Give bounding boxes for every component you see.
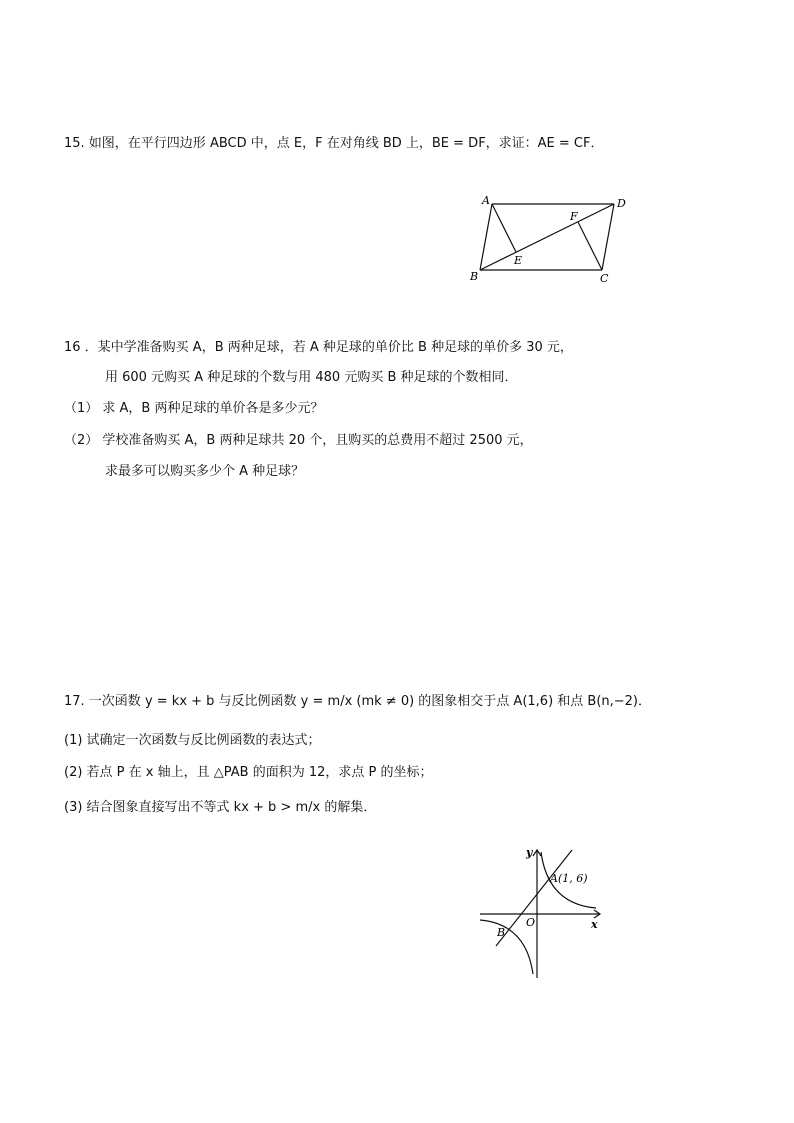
label-f: F [570, 210, 578, 223]
x-axis-label: x [591, 918, 598, 931]
q16-line2: 用 600 元购买 A 种足球的个数与用 480 元购买 B 种足球的个数相同． [105, 370, 518, 385]
segment-ae [492, 204, 516, 252]
q15-text: 15. 如图，在平行四边形 ABCD 中，点 E，F 在对角线 BD 上，BE = DF，求证：AE = CF． [64, 136, 604, 151]
segment-cf [578, 222, 602, 270]
diagonal-bd [480, 204, 614, 270]
label-d: D [617, 197, 626, 210]
q17-sub1: (1) 试确定一次函数与反比例函数的表达式； [64, 733, 321, 748]
label-a: A [482, 194, 490, 207]
side-dc [602, 204, 614, 270]
label-b: B [470, 270, 479, 283]
q16-sub2: （2） 学校准备购买 A，B 两种足球共 20 个，且购买的总费用不超过 2500 元， [64, 433, 533, 448]
origin-label: O [526, 916, 536, 929]
label-c: C [600, 272, 609, 285]
q17-sub3: (3) 结合图象直接写出不等式 kx + b > m/x 的解集． [64, 800, 377, 815]
q16-line1: 16 ．某中学准备购买 A，B 两种足球，若 A 种足球的单价比 B 种足球的单价多 30 元， [64, 340, 573, 355]
point-a-label: A(1, 6) [550, 872, 588, 885]
q17-sub2: (2) 若点 P 在 x 轴上，且 △PAB 的面积为 12，求点 P 的坐标； [64, 765, 433, 780]
function-graph [474, 842, 614, 982]
q16-sub1: （1） 求 A，B 两种足球的单价各是多少元？ [64, 401, 324, 416]
label-e: E [514, 254, 523, 267]
line-graph [496, 850, 572, 946]
side-ab [480, 204, 492, 270]
parallelogram-figure [464, 192, 644, 292]
point-b-label: B [497, 926, 506, 939]
q17-line1: 17. 一次函数 y = kx + b 与反比例函数 y = m/x (mk ≠ 0) 的图象相交于点 A(1,6) 和点 B(n,−2)． [64, 694, 652, 709]
q16-sub2b: 求最多可以购买多少个 A 种足球？ [105, 464, 305, 479]
y-axis-label: y [526, 846, 533, 859]
